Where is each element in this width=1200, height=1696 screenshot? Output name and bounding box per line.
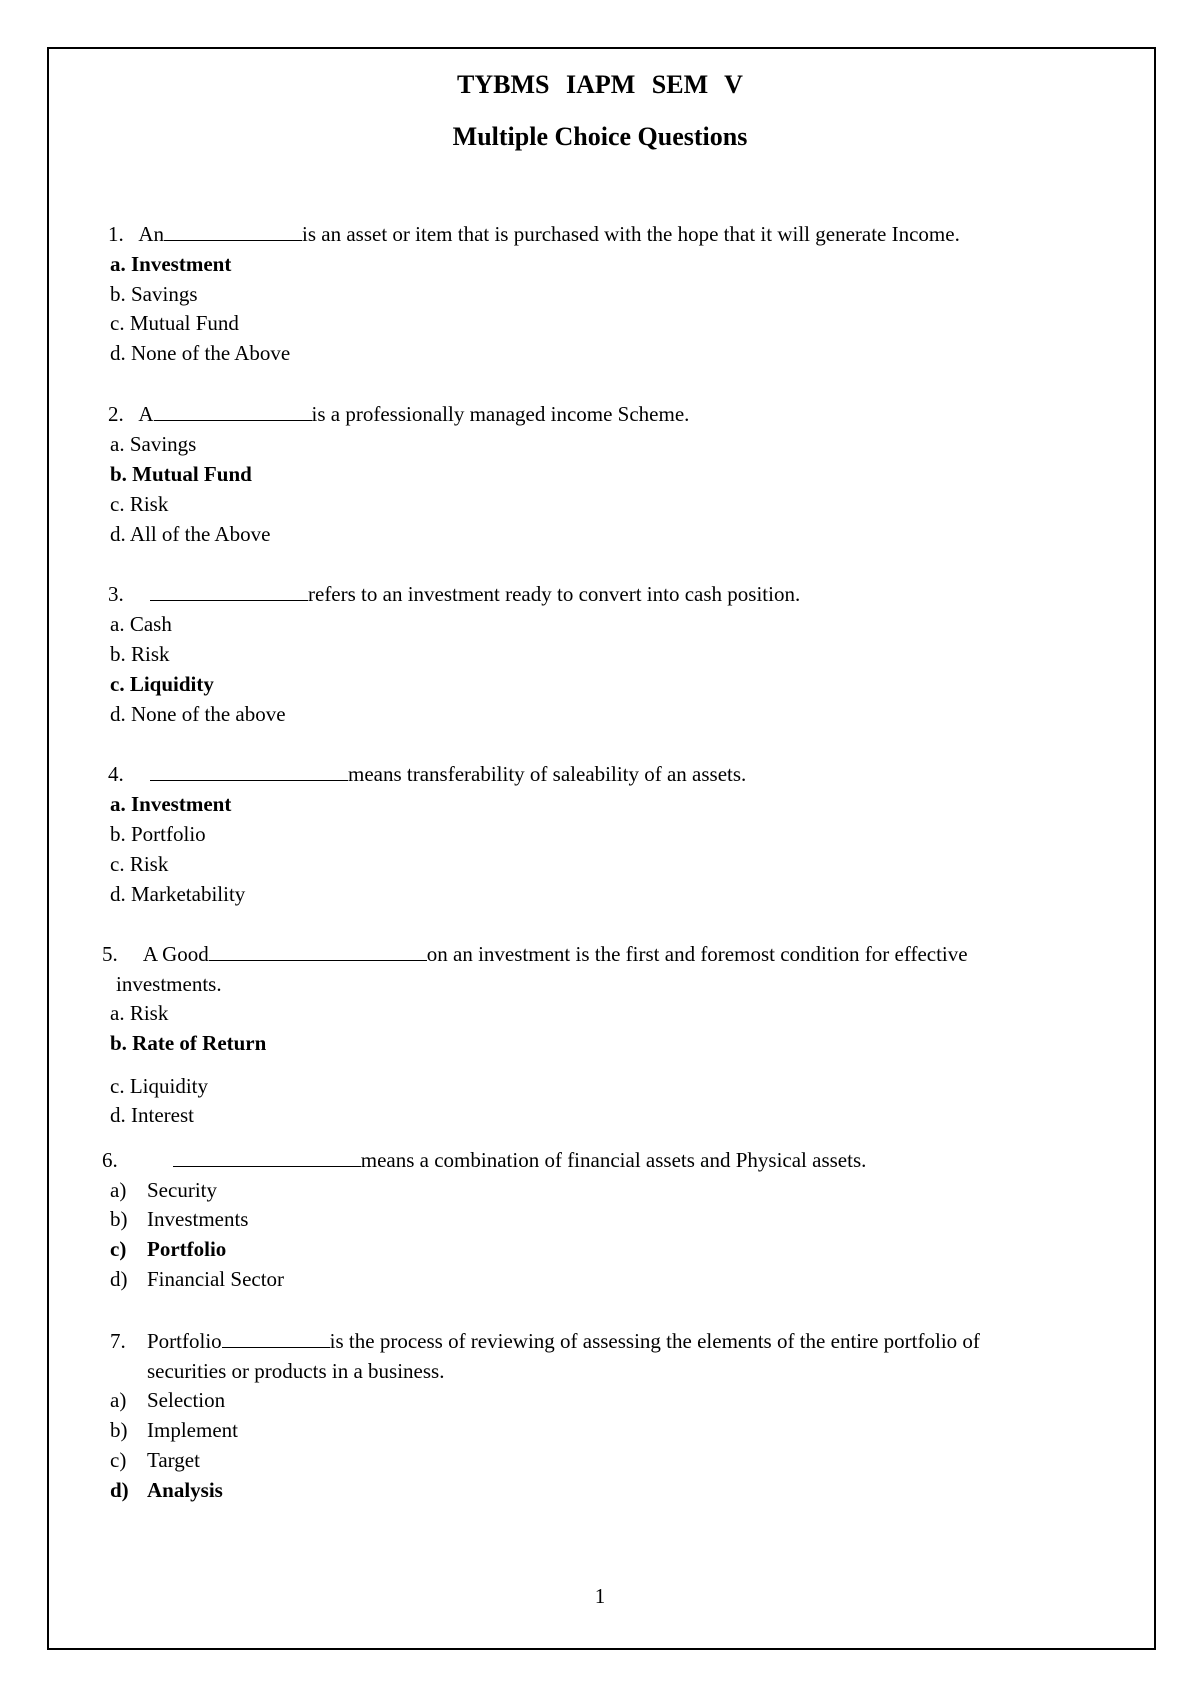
question-2: [108, 400, 689, 428]
question-stem-start: An: [138, 222, 165, 246]
option-d: d. None of the above: [110, 702, 286, 726]
answer-blank: [173, 1148, 361, 1167]
option-a: a. Investment: [110, 792, 232, 816]
question-number: 3.: [108, 582, 124, 606]
option-c: Portfolio: [147, 1237, 227, 1261]
answer-blank: [222, 1329, 330, 1348]
option-a-marker: a): [110, 1178, 127, 1202]
question-stem-end: refers to an investment ready to convert into cash position.: [308, 582, 801, 606]
option-c: c. Liquidity: [110, 672, 214, 696]
document-title: TYBMS IAPM SEM V: [457, 70, 743, 99]
question-number: 4.: [108, 762, 124, 786]
question-stem-end: on an investment is the first and foremost condition for effective: [426, 942, 968, 966]
option-a-marker: a): [110, 1388, 127, 1412]
question-stem-end: is an asset or item that is purchased with the hope that it will generate Income.: [302, 222, 960, 246]
question-5-continuation: investments.: [116, 972, 222, 996]
question-stem-end: is a professionally managed income Scheme.: [311, 402, 690, 426]
option-b: b. Risk: [110, 642, 170, 666]
option-a: Security: [147, 1178, 217, 1202]
option-b-marker: b): [110, 1207, 128, 1231]
option-d-marker: d): [110, 1478, 129, 1502]
option-d: Analysis: [147, 1478, 223, 1502]
question-1: [108, 220, 960, 248]
option-b: Implement: [147, 1418, 238, 1442]
question-number: 2.: [108, 402, 124, 426]
option-a: a. Cash: [110, 612, 172, 636]
question-number: 1.: [108, 222, 124, 246]
option-c-marker: c): [110, 1237, 127, 1261]
question-stem-end: means a combination of financial assets and Physical assets.: [360, 1148, 867, 1172]
question-stem-start: Portfolio: [147, 1329, 222, 1353]
option-b-marker: b): [110, 1418, 128, 1442]
answer-blank: [154, 402, 312, 421]
option-c: c. Risk: [110, 852, 169, 876]
question-number: 6.: [102, 1148, 118, 1172]
option-c: Target: [147, 1448, 200, 1472]
question-3: [108, 580, 800, 608]
option-d: Financial Sector: [147, 1267, 285, 1291]
option-b: b. Mutual Fund: [110, 462, 252, 486]
question-stem-end: is the process of reviewing of assessing the elements of the entire portfolio of: [329, 1329, 980, 1353]
question-stem-end: means transferability of saleability of an assets.: [348, 762, 747, 786]
option-c: c. Mutual Fund: [110, 311, 239, 335]
option-d: d. All of the Above: [110, 522, 271, 546]
question-number: 5.: [102, 942, 118, 966]
document-subtitle: Multiple Choice Questions: [452, 122, 748, 151]
option-a: a. Investment: [110, 252, 232, 276]
option-c: c. Risk: [110, 492, 169, 516]
option-d-marker: d): [110, 1267, 128, 1291]
option-b: b. Portfolio: [110, 822, 206, 846]
option-b: b. Rate of Return: [110, 1031, 267, 1055]
question-7: [110, 1327, 980, 1355]
option-a: a. Risk: [110, 1001, 169, 1025]
question-7-continuation: securities or products in a business.: [147, 1359, 445, 1383]
answer-blank: [150, 582, 308, 601]
question-4: [108, 760, 746, 788]
answer-blank: [209, 942, 427, 961]
option-d: d. None of the Above: [110, 341, 291, 365]
question-stem-start: A: [138, 402, 154, 426]
question-6: [102, 1146, 866, 1174]
option-a: Selection: [147, 1388, 226, 1412]
option-d: d. Marketability: [110, 882, 246, 906]
answer-blank: [164, 222, 302, 241]
option-c: c. Liquidity: [110, 1074, 208, 1098]
option-b: Investments: [147, 1207, 249, 1231]
question-5: [102, 940, 968, 968]
page-number: 1: [594, 1584, 606, 1608]
option-c-marker: c): [110, 1448, 127, 1472]
answer-blank: [150, 762, 348, 781]
question-number: 7.: [110, 1329, 126, 1353]
question-stem-start: A Good: [142, 942, 209, 966]
option-a: a. Savings: [110, 432, 197, 456]
option-b: b. Savings: [110, 282, 198, 306]
option-d: d. Interest: [110, 1103, 194, 1127]
